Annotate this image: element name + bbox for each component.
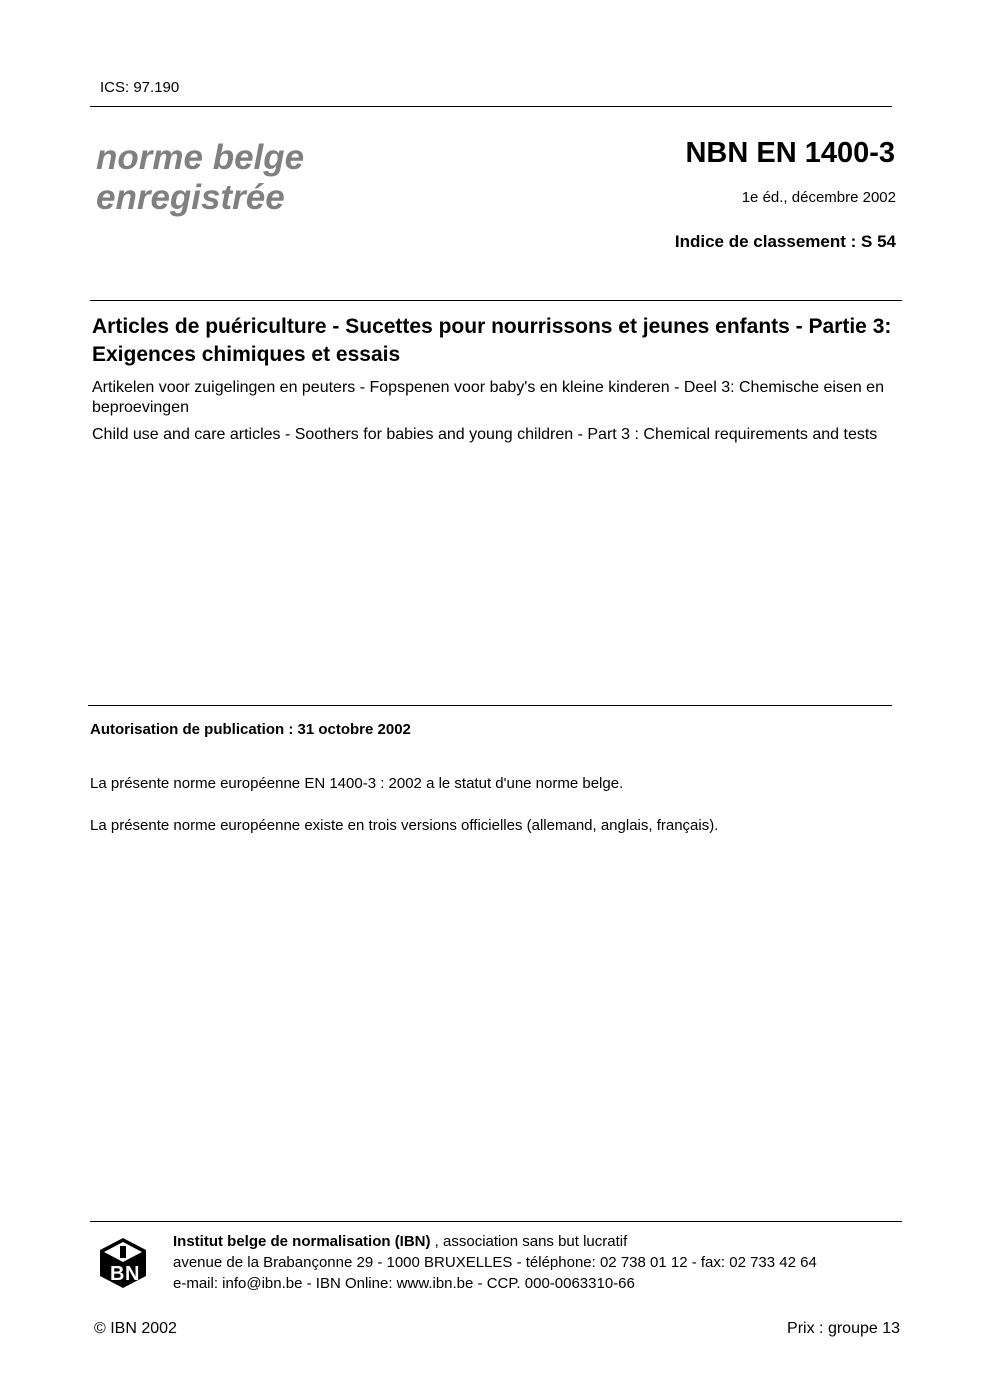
copyright: © IBN 2002 xyxy=(94,1320,177,1337)
institute-address: avenue de la Brabançonne 29 - 1000 BRUXELLES - téléphone: 02 738 01 12 - fax: 02 733 42 64 xyxy=(173,1254,817,1271)
body-top-rule xyxy=(88,705,892,706)
price-group: Prix : groupe 13 xyxy=(787,1320,900,1337)
svg-text:N: N xyxy=(125,1263,140,1285)
institute-name: Institut belge de normalisation (IBN) xyxy=(173,1233,431,1250)
ics-code: ICS: 97.190 xyxy=(100,79,180,96)
institute-name-line xyxy=(173,1231,817,1252)
ibn-logo-icon xyxy=(96,1236,150,1290)
svg-text:B: B xyxy=(110,1263,125,1285)
institute-contact: e-mail: info@ibn.be - IBN Online: www.ibn.be - CCP. 000-0063310-66 xyxy=(173,1275,635,1292)
edition-date: 1e éd., décembre 2002 xyxy=(741,189,896,206)
title-english: Child use and care articles - Soothers for babies and young children - Part 3 : Chemical requirements and tests xyxy=(92,426,878,443)
title-top-rule xyxy=(90,300,902,301)
standard-number: NBN EN 1400-3 xyxy=(685,137,895,169)
title-french: Articles de puériculture - Sucettes pour nourrissons et jeunes enfants - Partie 3: Exigences chimiques et essais xyxy=(92,315,892,366)
status-statement: La présente norme européenne EN 1400-3 : 2002 a le statut d'une norme belge. xyxy=(90,775,624,792)
institute-type: , association sans but lucratif xyxy=(430,1233,628,1250)
classification-index: Indice de classement : S 54 xyxy=(674,232,896,251)
title-dutch: Artikelen voor zuigelingen en peuters - Fopspenen voor baby's en kleine kinderen - Deel 3: Chemische eisen en beproevingen xyxy=(92,379,884,416)
brand-title xyxy=(96,138,304,218)
institute-info xyxy=(173,1231,817,1294)
versions-statement: La présente norme européenne existe en trois versions officielles (allemand, anglais, français). xyxy=(90,817,719,834)
footer-rule xyxy=(90,1221,902,1222)
brand-line-1: norme belge xyxy=(96,138,305,177)
header-rule xyxy=(90,106,892,107)
brand-line-2: enregistrée xyxy=(96,178,285,217)
publication-authorization: Autorisation de publication : 31 octobre 2002 xyxy=(90,721,411,738)
